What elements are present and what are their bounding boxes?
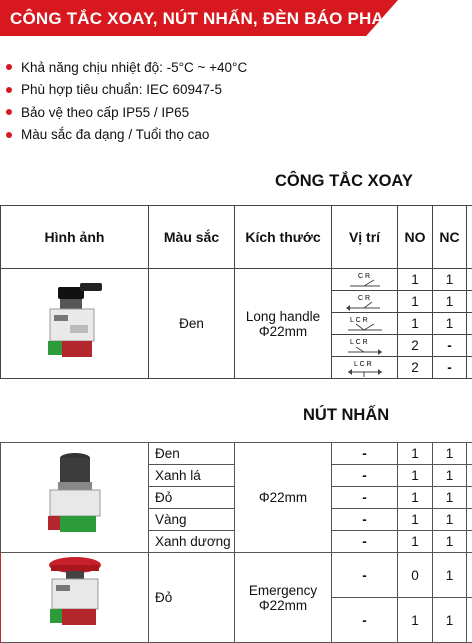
bullet-icon <box>6 64 12 70</box>
rotary-size-line1: Long handle <box>245 308 321 324</box>
push-color: Đỏ <box>149 487 235 509</box>
header-extra <box>467 206 472 269</box>
rotary-nc: 1 <box>433 291 467 313</box>
rotary-no: 2 <box>398 335 433 357</box>
emergency-position: - <box>332 598 398 643</box>
bullet-icon <box>6 109 12 115</box>
push-color: Xanh lá <box>149 465 235 487</box>
position-diagram-icon <box>342 336 388 356</box>
position-diagram <box>332 313 398 335</box>
header-no: NO <box>398 206 433 269</box>
header-color: Màu sắc <box>149 206 235 269</box>
diagram-label: C R <box>357 294 370 302</box>
diagram-label: L C R <box>349 338 368 346</box>
bullet-icon <box>6 87 12 93</box>
position-diagram <box>332 335 398 357</box>
rotary-nc: - <box>433 357 467 379</box>
rotary-table <box>0 205 472 379</box>
header-image: Hình ảnh <box>1 206 149 269</box>
feature-item <box>6 79 247 102</box>
push-button-picture <box>42 448 108 544</box>
push-color: Vàng <box>149 509 235 531</box>
emergency-button-image <box>1 553 149 643</box>
feature-text: Màu sắc đa dạng / Tuổi thọ cao <box>21 127 210 143</box>
emergency-size <box>235 553 332 643</box>
push-no: 1 <box>398 509 433 531</box>
push-button-table <box>0 442 472 643</box>
feature-item <box>6 101 247 124</box>
rotary-no: 1 <box>398 291 433 313</box>
push-section-title: NÚT NHẤN <box>303 406 390 424</box>
rotary-no: 1 <box>398 313 433 335</box>
rotary-switch-picture <box>40 277 110 367</box>
emergency-nc: 1 <box>433 598 467 643</box>
position-diagram-icon <box>342 358 388 378</box>
diagram-label: C R <box>357 272 370 280</box>
position-diagram <box>332 269 398 291</box>
rotary-section-title: CÔNG TẮC XOAY <box>275 172 413 190</box>
emergency-position: - <box>332 553 398 598</box>
push-color: Xanh dương <box>149 531 235 553</box>
push-color: Đen <box>149 443 235 465</box>
push-nc: 1 <box>433 531 467 553</box>
bullet-icon <box>6 132 12 138</box>
push-no: 1 <box>398 531 433 553</box>
rotary-no: 1 <box>398 269 433 291</box>
feature-item <box>6 124 247 147</box>
feature-list <box>6 56 247 146</box>
push-position: - <box>332 531 398 553</box>
emergency-no: 1 <box>398 598 433 643</box>
push-nc: 1 <box>433 487 467 509</box>
push-nc: 1 <box>433 509 467 531</box>
page-title: CÔNG TẮC XOAY, NÚT NHẤN, ĐÈN BÁO PHA <box>10 9 384 28</box>
push-position: - <box>332 443 398 465</box>
rotary-size-line2: Φ22mm <box>258 323 308 339</box>
rotary-color: Đen <box>149 269 235 379</box>
push-nc: 1 <box>433 443 467 465</box>
push-position: - <box>332 487 398 509</box>
push-size: Φ22mm <box>235 443 332 553</box>
push-button-image <box>1 443 149 553</box>
rotary-no: 2 <box>398 357 433 379</box>
push-no: 1 <box>398 487 433 509</box>
emergency-size-line2: Φ22mm <box>258 597 308 613</box>
emergency-color: Đỏ <box>149 553 235 643</box>
position-diagram <box>332 291 398 313</box>
emergency-nc: 1 <box>433 553 467 598</box>
emergency-no: 0 <box>398 553 433 598</box>
emergency-button-picture <box>42 553 108 639</box>
emergency-size-line1: Emergency <box>248 582 318 598</box>
position-diagram-icon <box>342 314 388 334</box>
rotary-nc: 1 <box>433 269 467 291</box>
push-no: 1 <box>398 465 433 487</box>
push-nc: 1 <box>433 465 467 487</box>
push-no: 1 <box>398 443 433 465</box>
push-position: - <box>332 465 398 487</box>
header-size: Kích thước <box>235 206 332 269</box>
feature-item <box>6 56 247 79</box>
rotary-nc: - <box>433 335 467 357</box>
diagram-label: L C R <box>353 360 372 368</box>
position-diagram-icon <box>342 270 388 290</box>
header-nc: NC <box>433 206 467 269</box>
rotary-size <box>235 269 332 379</box>
diagram-label: L C R <box>349 316 368 324</box>
header-position: Vị trí <box>332 206 398 269</box>
push-position: - <box>332 509 398 531</box>
position-diagram-icon <box>342 292 388 312</box>
rotary-nc: 1 <box>433 313 467 335</box>
feature-text: Khả năng chịu nhiệt độ: -5°C ~ +40°C <box>21 59 248 75</box>
feature-text: Phù hợp tiêu chuẩn: IEC 60947-5 <box>21 82 222 98</box>
position-diagram <box>332 357 398 379</box>
rotary-switch-image <box>1 269 149 379</box>
feature-text: Bảo vệ theo cấp IP55 / IP65 <box>21 104 190 120</box>
